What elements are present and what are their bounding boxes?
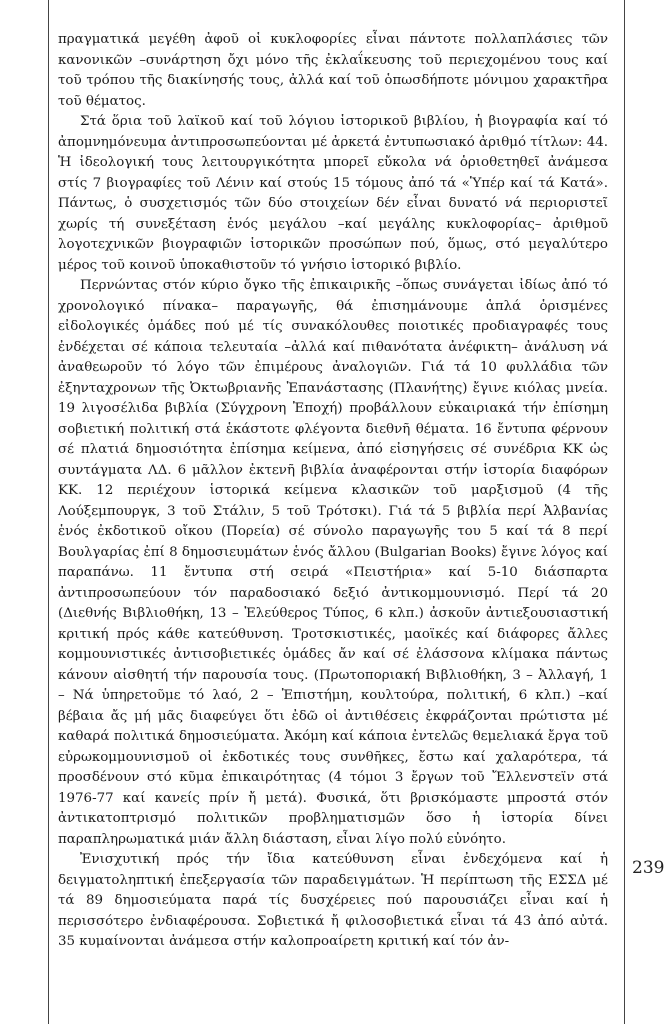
paragraph: Περνώντας στόν κύριο ὄγκο τῆς ἐπικαιρικῆς –ὅπως συνάγεται ἰδίως ἀπό τό χρονολογικό πίνακα– παραγωγῆς, θά ἐπισημάνουμε ἁπλά ὁρισμένες εἰδολογικές ὁμάδες πού μέ τίς συνακόλουθες ποιοτικές προδιαγραφές τους ἐνδέχεται σέ κάποια τελευταία –ἀλλά καί πιθανότατα ἀνέφικτη– ἀνάλυση νά ἀναθεωροῦν τό λόγο τῶν ἐπιμέρους ἀναλογιῶν. Γιά τά 10 φυλλάδια τῶν ἐξηνταχρονων τῆς Ὀκτωβριανῆς Ἐπανάστασης (Πλανήτης) ἔγινε κιόλας μνεία. 19 λιγοσέλιδα βιβλία (Σύγχρονη Ἐποχή) προβάλλουν εὐκαιριακά τήν ἐπίσημη σοβιετική πολιτική στά ἑκάστοτε φλέγοντα διεθνῆ θέματα. 16 ἔντυπα φέρνουν σέ πλατιά δημοσιότητα ἐπίσημα κείμενα, ἀπό εἰσηγήσεις σέ συνέδρια ΚΚ ὡς συντάγματα ΛΔ. 6 μᾶλλον ἐκτενῆ βιβλία ἀναφέρονται στήν ἱστορία διαφόρων ΚΚ. 12 περιέχουν ἱστορικά κείμενα κλασικῶν τοῦ μαρξισμοῦ (4 τῆς Λούξεμπουργκ, 3 τοῦ Στάλιν, 5 τοῦ Τρότσκι). Γιά τά 5 βιβλία περί Ἀλβανίας ἑνός ἐκδοτικοῦ οἴκου (Πορεία) σέ σύνολο παραγωγῆς του 5 καί τά 8 περί Βουλγαρίας ἐπί 8 δημοσιευμάτων ἑνός ἄλλου (Bulgarian Books) ἔγινε λόγος καί παραπάνω. 11 ἔντυπα στή σειρά «Πειστήρια» καί 5-10 διάσπαρτα ἀντιπροσωπεύουν τόν παραδοσιακό δεξιό ἀντικομμουνισμό. Περί τά 20 (Διεθνής Βιβλιοθήκη, 13 – Ἐλεύθερος Τύπος, 6 κλπ.) ἀσκοῦν ἀντιεξουσιαστική κριτική πρός κάθε κατεύθυνση. Τροτσκιστικές, μαοϊκές καί διάφορες ἄλλες κομμουνιστικές ἀντισοβιετικές ὁμάδες ἄν καί σέ ἐλάσσονα κλίμακα πάντως κάνουν αἰσθητή τήν παρουσία τους. (Πρωτοποριακή Βιβλιοθήκη, 3 – Ἀλλαγή, 1 – Νά ὑπηρετοῦμε τό λαό, 2 – Ἐπιστήμη, κουλτούρα, πολιτική, 6 κλπ.) –καί βέβαια ἄς μή μᾶς διαφεύγει ὅτι ἐδῶ οἱ ἀντιθέσεις ἐκφράζονται πρώτιστα μέ καθαρά πολιτικά δημοσιεύματα. Ἀκόμη καί κάποια ἐντελῶς θεμελιακά ἔργα τοῦ εὐρωκομμουνισμοῦ οἱ ἐκδοτικές τους συνθῆκες, ἔστω καί χαλαρότερα, τά προσδένουν στό κῦμα ἐπικαιρότητας (4 τόμοι 3 ἔργων τοῦ Ἔλλενστεϊν στά 1976-77 καί κανείς πρίν ἤ μετά). Φυσικά, ὅτι βρισκόμαστε μπροστά στόν ἀντικατοπτρισμό πολιτικῶν προβληματισμῶν ὅσο ἡ ἱστορία δίνει παραπληρωματικά μιάν ἄλλη διάσταση, εἶναι λίγο πολύ εὐνόητο. [58,278,608,847]
right-margin-rule [624,0,625,1024]
paragraph: Ἐνισχυτική πρός τήν ἴδια κατεύθυνση εἶναι ἐνδεχόμενα καί ἡ δειγματοληπτική ἐπεξεργασία τῶν παραδειγμάτων. Ἡ περίπτωση τῆς ΕΣΣΔ μέ τά 89 δημοσιεύματα παρά τίς δυσχέρειες πού παρουσιάζει εἶναι καί ἡ περισσότερο ἐνδιαφέρουσα. Σοβιετικά ἤ φιλοσοβιετικά εἶναι τά 43 ἀπό αὐτά. 35 κυμαίνονται ἀνάμεσα στήν καλοπροαίρετη κριτική καί τόν ἀν- [58,852,608,949]
paragraph: πραγματικά μεγέθη ἀφοῦ οἱ κυκλοφορίες εἶναι πάντοτε πολλαπλάσιες τῶν κανονικῶν –συνάρτηση ὄχι μόνο τῆς ἐκλαΐκευσης τοῦ περιεχομένου τους καί τοῦ τρόπου τῆς διακίνησής τους, ἀλλά καί τοῦ ὁπωσδήποτε μόνιμου χαρακτῆρα τοῦ θέματος. [58,32,608,109]
body-text [58,30,608,953]
left-margin-rule [48,0,49,1024]
page-number: 239 [632,858,665,878]
paragraph: Στά ὅρια τοῦ λαϊκοῦ καί τοῦ λόγιου ἱστορικοῦ βιβλίου, ἡ βιογραφία καί τό ἀπομνημόνευμα ἀντιπροσωπεύονται μέ ἀρκετά ἐντυπωσιακό ἀριθμό τίτλων: 44. Ἡ ἰδεολογική τους λειτουργικότητα μπορεῖ εὔκολα νά ὁριοθετηθεῖ ἀνάμεσα στίς 7 βιογραφίες τοῦ Λένιν καί στούς 15 τόμους ἀπό τά «Ὑπέρ καί τά Κατά». Πάντως, ὁ συσχετισμός τῶν δύο στοιχείων δέν εἶναι δυνατό νά περιοριστεῖ χωρίς τή συνεξέταση ἑνός μεγάλου –καί μεγάλης κυκλοφορίας– ἀριθμοῦ λογοτεχνικῶν βιογραφιῶν ἱστορικῶν προσώπων πού, ὅμως, στό μεγαλύτερο μέρος τοῦ κοινοῦ ὑποκαθιστοῦν τό γνήσιο ἱστορικό βιβλίο. [58,114,608,273]
